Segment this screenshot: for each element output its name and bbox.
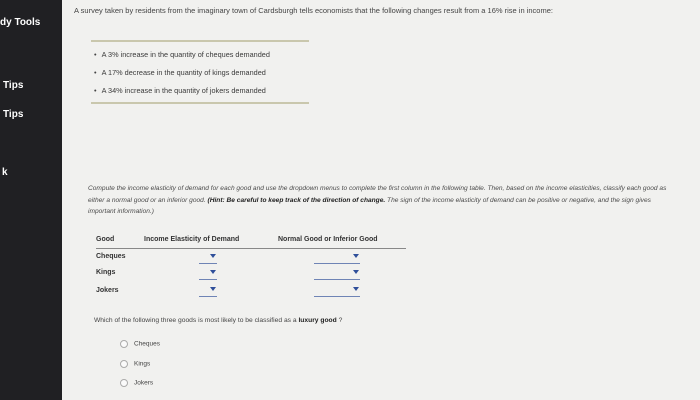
header-elasticity: Income Elasticity of Demand: [144, 236, 240, 243]
sidebar: [0, 0, 62, 400]
chevron-down-icon: [353, 254, 359, 258]
instructions-end: The sign of the income elasticity of demand can be positive or negative, and the sign gives important information.): [88, 196, 651, 215]
sidebar-item-tips[interactable]: Tips: [3, 80, 24, 91]
change-item: • A 34% increase in the quantity of jokers demanded: [94, 86, 270, 104]
change-item: • A 3% increase in the quantity of cheques demanded: [94, 50, 270, 68]
luxury-term: luxury good: [298, 317, 337, 324]
option-label: Kings: [134, 360, 151, 368]
classification-dropdown-jokers[interactable]: [314, 285, 360, 297]
classification-dropdown-kings[interactable]: [314, 268, 360, 280]
hint-text: (Hint: Be careful to keep track of the direction of change.: [207, 196, 386, 204]
divider-top: [91, 40, 309, 42]
sidebar-item-collapse[interactable]: k: [2, 167, 8, 178]
change-item: • A 17% decrease in the quantity of kings demanded: [94, 68, 270, 86]
luxury-question-end: ?: [336, 317, 343, 324]
instructions: [88, 183, 668, 218]
sidebar-item-study-tools[interactable]: dy Tools: [0, 17, 41, 28]
divider-bottom: [91, 102, 309, 104]
option-kings[interactable]: [120, 360, 150, 368]
row-label-jokers: Jokers: [96, 287, 119, 294]
row-label-cheques: Cheques: [96, 253, 126, 260]
chevron-down-icon: [353, 287, 359, 291]
chevron-down-icon: [210, 287, 216, 291]
chevron-down-icon: [210, 270, 216, 274]
option-jokers[interactable]: [120, 379, 153, 387]
classification-dropdown-cheques[interactable]: [314, 252, 360, 264]
header-good: Good: [96, 236, 115, 243]
row-label-kings: Kings: [96, 269, 116, 276]
instructions-text: Compute the income elasticity of demand for each good and use the dropdown menus to complete the first column in the following table. Then, based on the income elasticities, classify each good as either a normal good or an inferior good.: [88, 185, 667, 204]
change-list: [94, 50, 270, 104]
luxury-question-text: Which of the following three goods is most likely to be classified as a: [94, 317, 299, 324]
radio-button[interactable]: [120, 379, 128, 387]
option-label: Jokers: [134, 379, 154, 387]
chevron-down-icon: [210, 254, 216, 258]
chevron-down-icon: [353, 270, 359, 274]
sidebar-item-tips-2[interactable]: Tips: [3, 109, 24, 120]
radio-button[interactable]: [120, 340, 128, 348]
luxury-question: [94, 317, 342, 324]
radio-button[interactable]: [120, 360, 128, 368]
header-classification: Normal Good or Inferior Good: [278, 236, 378, 243]
elasticity-dropdown-cheques[interactable]: [199, 252, 217, 264]
option-label: Cheques: [134, 340, 161, 348]
table-header-divider: [96, 248, 406, 249]
elasticity-dropdown-jokers[interactable]: [199, 285, 217, 297]
question-intro: A survey taken by residents from the imaginary town of Cardsburgh tells economists that the following changes result from a 16% rise in income:: [74, 6, 553, 15]
elasticity-dropdown-kings[interactable]: [199, 268, 217, 280]
option-cheques[interactable]: [120, 340, 160, 348]
question-panel: [62, 0, 700, 400]
